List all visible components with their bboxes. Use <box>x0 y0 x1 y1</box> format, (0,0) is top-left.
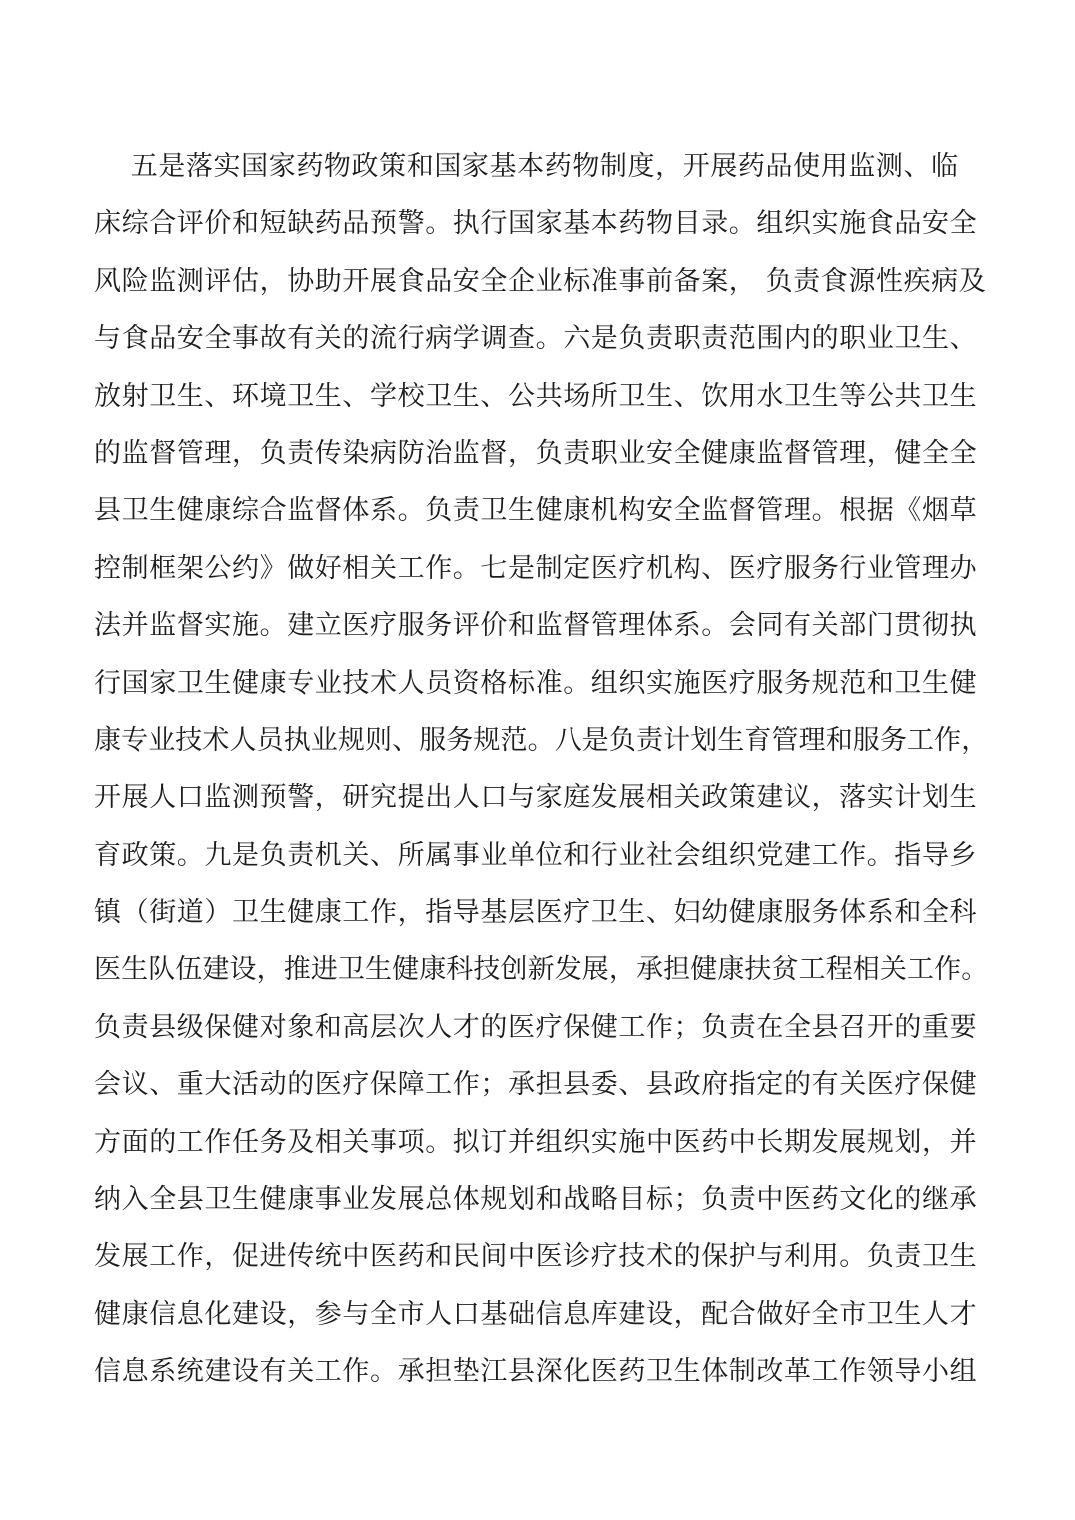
text-line: 镇（街道）卫生健康工作，指导基层医疗卫生、妇幼健康服务体系和全科 <box>94 897 978 929</box>
text-line: 发展工作，促进传统中医药和民间中医诊疗技术的保护与利用。负责卫生 <box>94 1241 978 1273</box>
text-line: 法并监督实施。建立医疗服务评价和监督管理体系。会同有关部门贯彻执 <box>94 610 978 642</box>
text-line: 风险监测评估，协助开展食品安全企业标准事前备案， 负责食源性疾病及 <box>94 265 987 297</box>
text-line: 控制框架公约》做好相关工作。七是制定医疗机构、医疗服务行业管理办 <box>94 552 978 584</box>
text-line: 纳入全县卫生健康事业发展总体规划和战略目标；负责中医药文化的继承 <box>94 1184 978 1216</box>
text-line: 床综合评价和短缺药品预警。执行国家基本药物目录。组织实施食品安全 <box>94 208 978 240</box>
text-line: 县卫生健康综合监督体系。负责卫生健康机构安全监督管理。根据《烟草 <box>94 495 978 527</box>
text-line: 负责县级保健对象和高层次人才的医疗保健工作；负责在全县召开的重要 <box>94 1011 978 1043</box>
text-line: 会议、重大活动的医疗保障工作；承担县委、县政府指定的有关医疗保健 <box>94 1069 978 1101</box>
text-line: 育政策。九是负责机关、所属事业单位和行业社会组织党建工作。指导乡 <box>94 839 978 871</box>
text-line: 的监督管理，负责传染病防治监督，负责职业安全健康监督管理，健全全 <box>94 437 978 469</box>
text-line: 信息系统建设有关工作。承担垫江县深化医药卫生体制改革工作领导小组 <box>94 1356 978 1388</box>
text-line: 健康信息化建设，参与全市人口基础信息库建设，配合做好全市卫生人才 <box>94 1298 978 1330</box>
text-line: 康专业技术人员执业规则、服务规范。八是负责计划生育管理和服务工作， <box>94 724 989 756</box>
text-line: 放射卫生、环境卫生、学校卫生、公共场所卫生、饮用水卫生等公共卫生 <box>94 380 978 412</box>
text-line: 方面的工作任务及相关事项。拟订并组织实施中医药中长期发展规划，并 <box>94 1126 978 1158</box>
text-line: 开展人口监测预警，研究提出人口与家庭发展相关政策建议，落实计划生 <box>94 782 978 814</box>
text-line: 五是落实国家药物政策和国家基本药物制度，开展药品使用监测、临 <box>94 151 959 182</box>
body-paragraph <box>94 138 994 1401</box>
text-line: 与食品安全事故有关的流行病学调查。六是负责职责范围内的职业卫生、 <box>94 323 978 355</box>
text-line: 医生队伍建设，推进卫生健康科技创新发展，承担健康扶贫工程相关工作。 <box>94 954 989 986</box>
text-line: 行国家卫生健康专业技术人员资格标准。组织实施医疗服务规范和卫生健 <box>94 667 978 699</box>
